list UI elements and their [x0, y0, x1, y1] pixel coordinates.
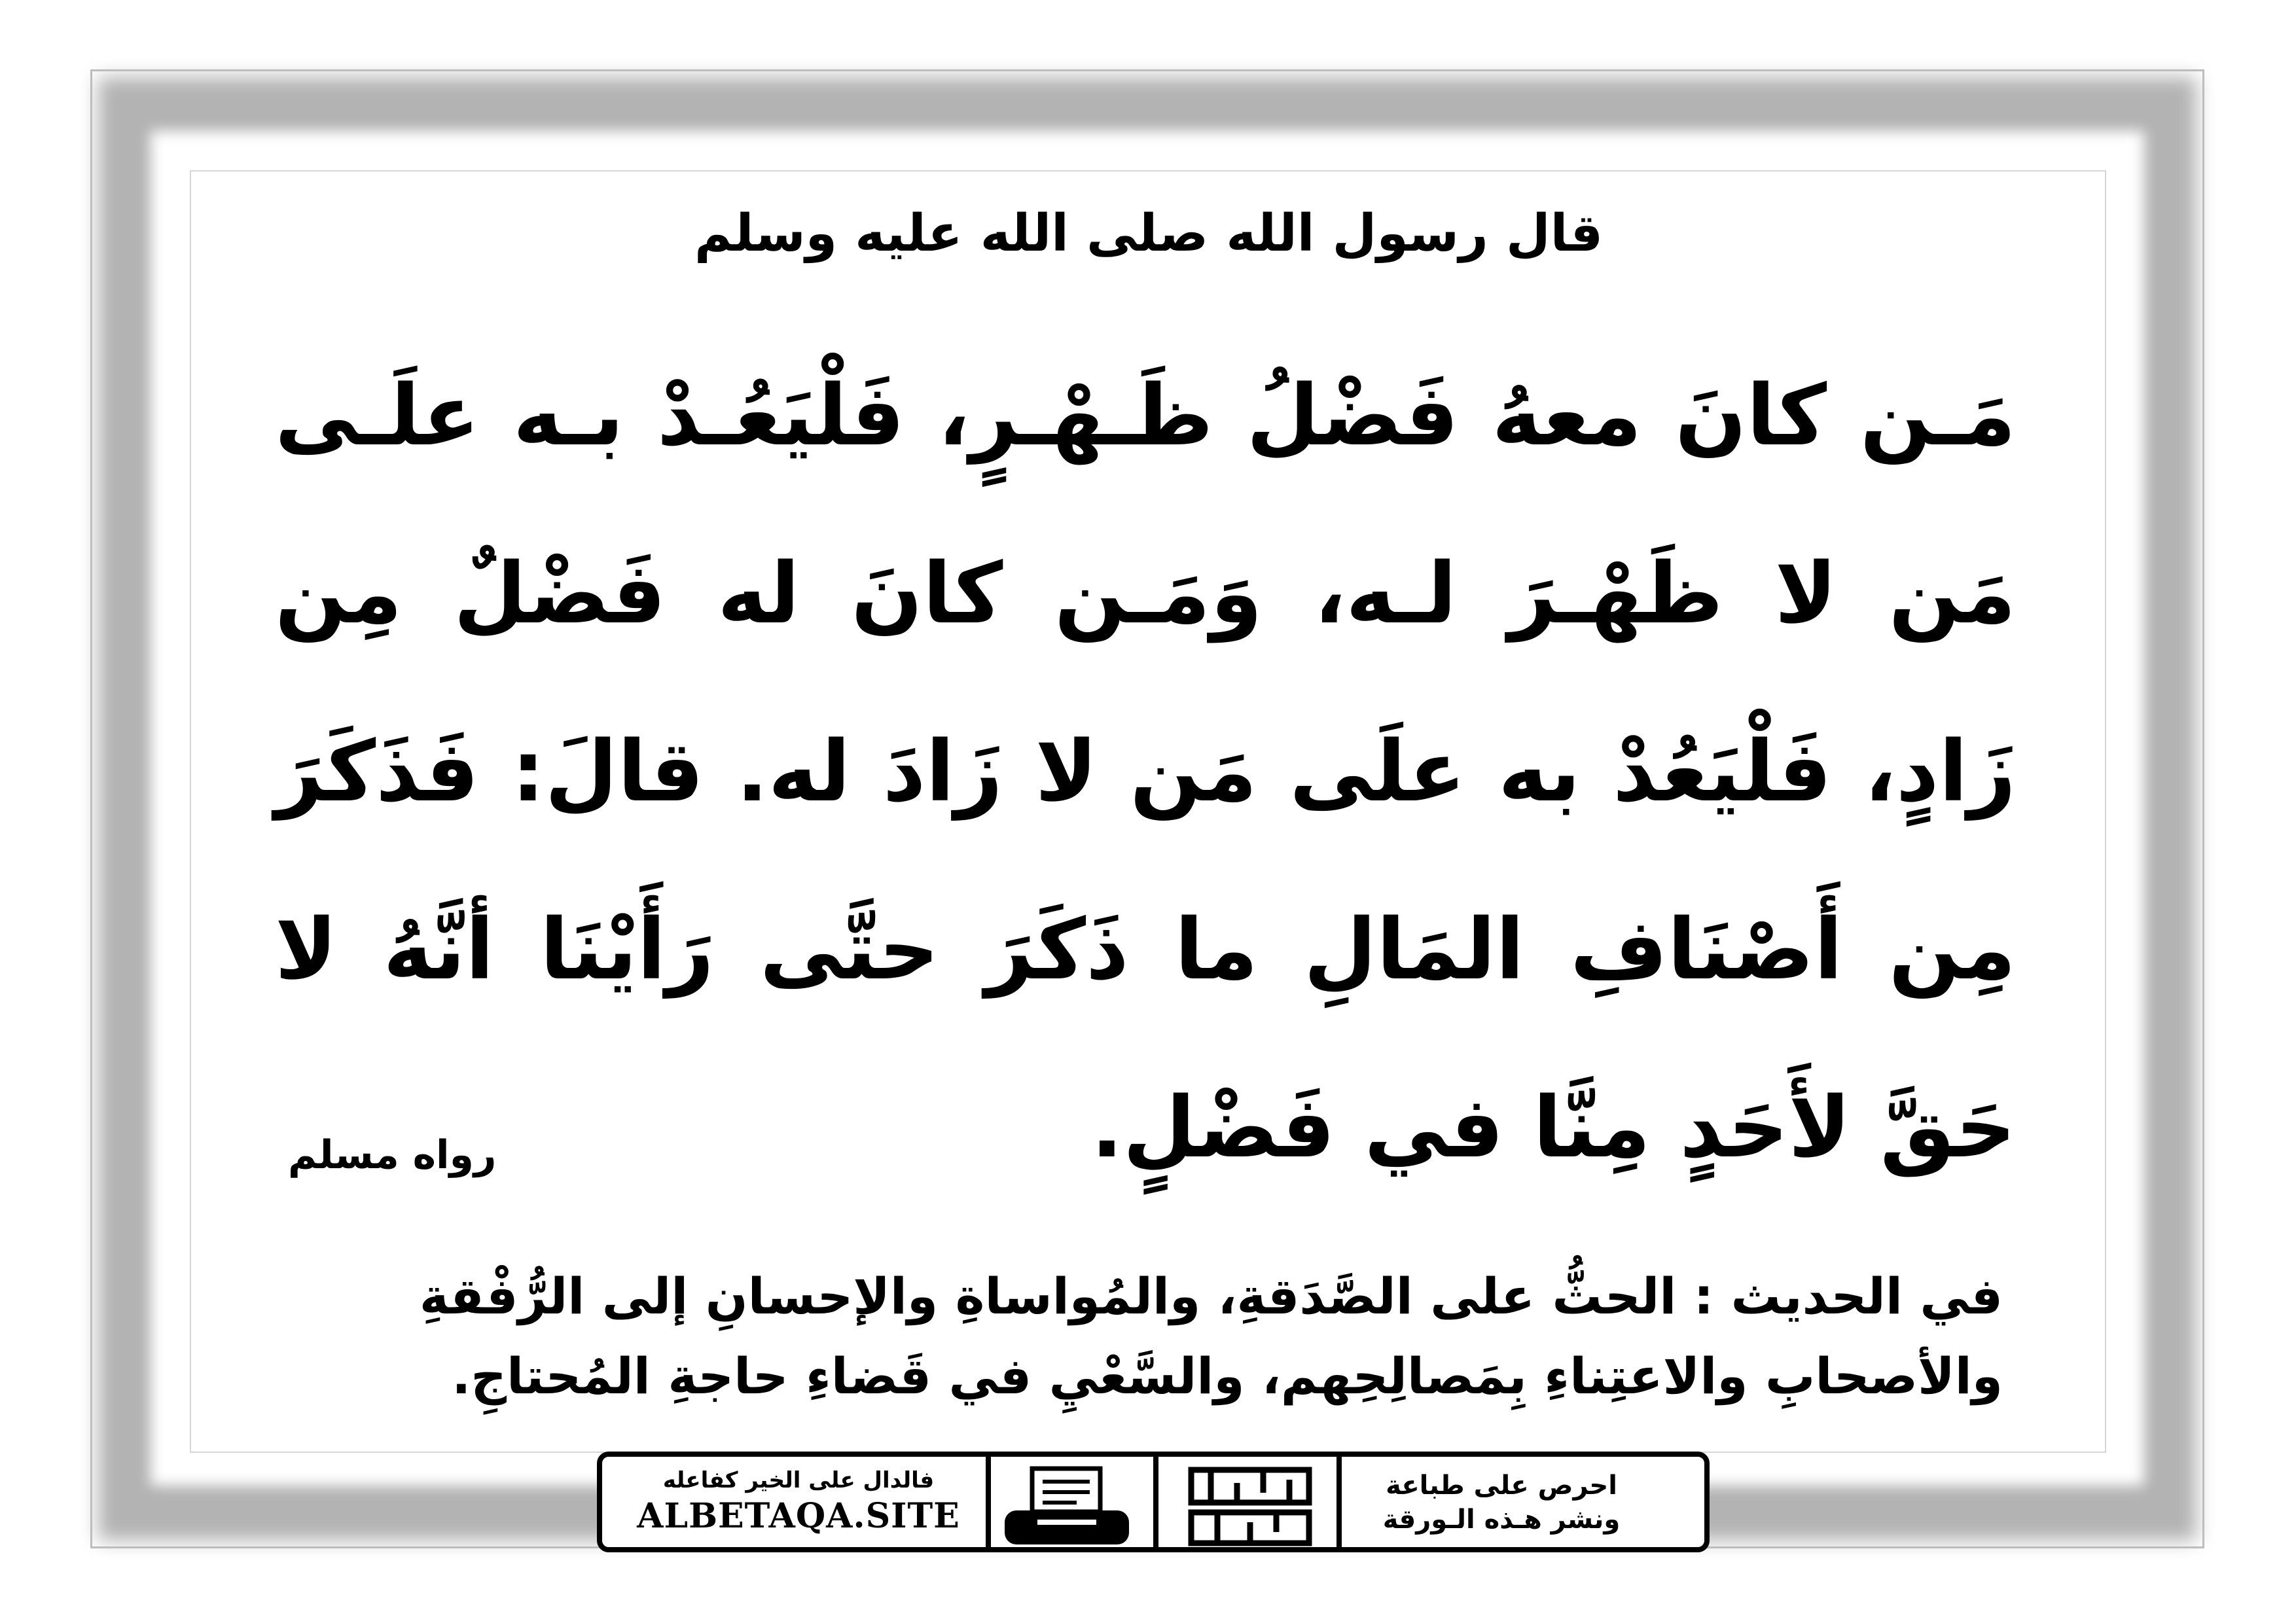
footer-site-block [628, 1467, 969, 1536]
footer-print-note [1312, 1469, 1691, 1537]
footer-site-link[interactable]: ALBETAQA.SITE [637, 1496, 960, 1536]
printer-icon [998, 1465, 1136, 1548]
footer-slogan: فالدال على الخير كفاعله [662, 1467, 935, 1493]
hadith-text: مَـن كانَ معهُ فَضْلُ ظَـهْـرٍ، فَلْيَعُـدْ بـه علَـى مَن لا ظَهْـرَ لـه، وَمَـن كانَ له فَضْلٌ مِن زَادٍ، فَلْيَعُدْ به علَى مَن لا زَادَ له. قالَ: فَذَكَرَ مِن أَصْنَافِ المَالِ ما ذَكَرَ حتَّى رَأَيْنَا أنَّهُ لا حَقَّ لأَحَدٍ مِنَّا في فَضْلٍ. [275, 367, 2016, 1177]
footer-divider-left [986, 1457, 991, 1547]
hadith-explanation: في الحديث : الحثُّ على الصَّدَقةِ، والمُواساةِ والإحسانِ إلى الرُّفْقةِ والأصحابِ والاعتِناءِ بِمَصالِحِهم، والسَّعْيِ في قَضاءِ حاجةِ المُحتاجِ. [419, 1267, 2003, 1405]
footer-print-line-1: احرص على طباعة [1386, 1471, 1617, 1501]
footer-divider-mid [1153, 1457, 1158, 1547]
hadith-source: رواه مسلم [288, 1132, 497, 1178]
footer-print-line-2: ونشر هـذه الـورقة [1382, 1505, 1621, 1535]
daawat-alwaraqa-logo-icon [1178, 1463, 1322, 1548]
page-title: قال رسول الله صلى الله عليه وسلم [694, 204, 1604, 263]
footer-banner [597, 1452, 1710, 1552]
